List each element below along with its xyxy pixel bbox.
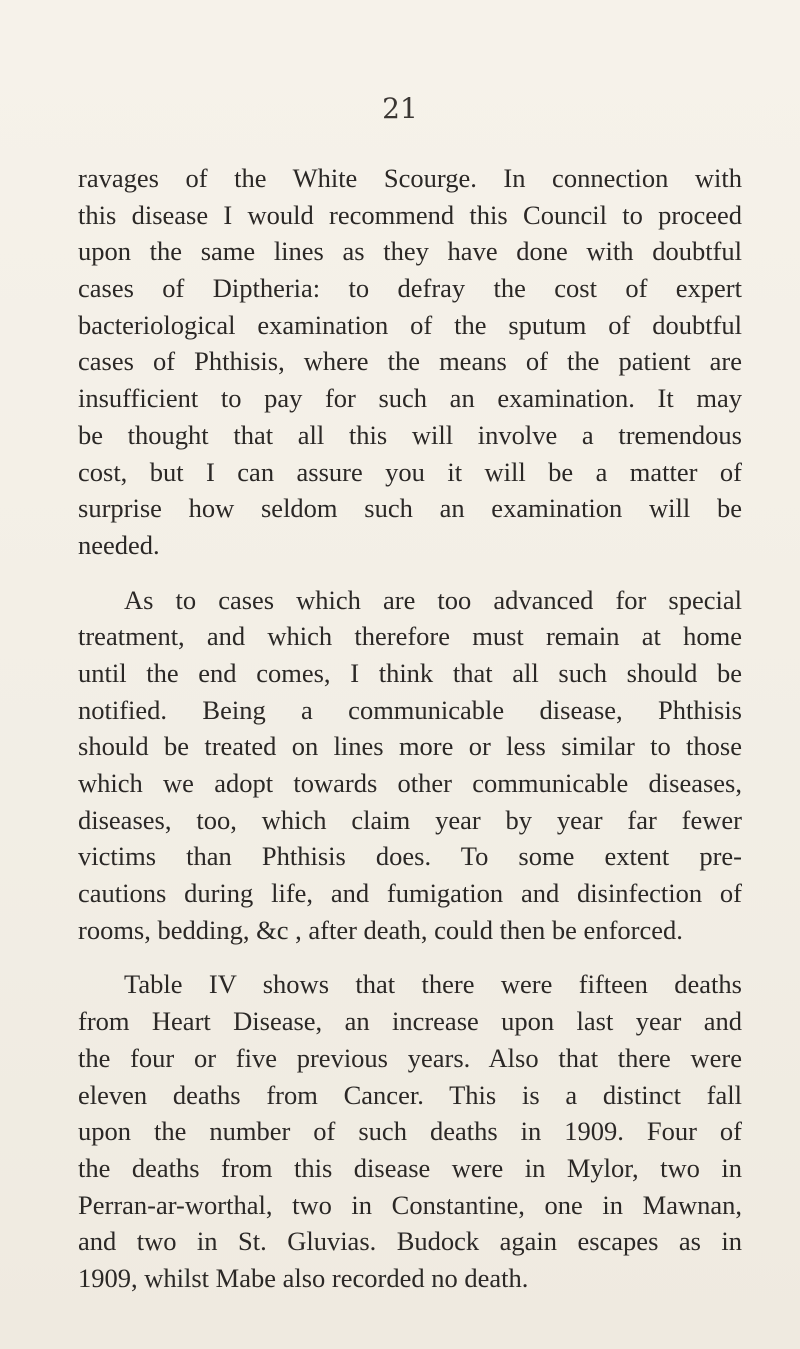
text-line: victims than Phthisis does. To some extent pre-: [78, 841, 742, 872]
paragraph-1: [78, 160, 742, 564]
text-line: surprise how seldom such an examination will be: [78, 493, 742, 524]
text-line: cases of Phthisis, where the means of the patient are: [78, 346, 742, 377]
text-line: and two in St. Gluvias. Budock again escapes as in: [78, 1226, 742, 1257]
paragraph-2: [78, 582, 742, 949]
text-line: notified. Being a communicable disease, Phthisis: [78, 694, 742, 725]
text-line: upon the number of such deaths in 1909. Four of: [78, 1116, 742, 1147]
text-line: 1909, whilst Mabe also recorded no death.: [78, 1262, 529, 1293]
text-line: rooms, bedding, &c , after death, could then be enforced.: [78, 914, 683, 945]
text-line: diseases, too, which claim year by year far fewer: [78, 804, 742, 835]
text-line: insufficient to pay for such an examination. It may: [78, 383, 742, 414]
body-text: [78, 160, 742, 1297]
page-number: 21: [382, 92, 418, 125]
text-line: be thought that all this will involve a tremendous: [78, 419, 742, 450]
text-line: should be treated on lines more or less similar to those: [78, 731, 742, 762]
text-line: treatment, and which therefore must remain at home: [78, 621, 742, 652]
text-line: ravages of the White Scourge. In connection with: [78, 163, 742, 193]
text-line: from Heart Disease, an increase upon last year and: [78, 1006, 742, 1037]
paragraph-3: [78, 966, 742, 1296]
text-line: until the end comes, I think that all such should be: [78, 657, 742, 688]
text-line: bacteriological examination of the sputum of doubtful: [78, 309, 742, 340]
text-line: As to cases which are too advanced for special: [124, 584, 742, 615]
text-line: which we adopt towards other communicable diseases,: [78, 768, 742, 798]
text-line: Table IV shows that there were fifteen deaths: [124, 969, 742, 1000]
text-line: upon the same lines as they have done with doubtful: [78, 236, 742, 267]
text-line: this disease I would recommend this Council to proceed: [78, 199, 742, 230]
text-line: eleven deaths from Cancer. This is a distinct fall: [78, 1079, 742, 1110]
text-line: the four or five previous years. Also that there were: [78, 1042, 742, 1073]
text-line: cautions during life, and fumigation and disinfection of: [78, 878, 742, 909]
text-line: cases of Diptheria: to defray the cost of expert: [78, 273, 742, 304]
text-line: cost, but I can assure you it will be a matter of: [78, 456, 742, 487]
text-line: the deaths from this disease were in Mylor, two in: [78, 1152, 742, 1183]
text-line: Perran-ar-worthal, two in Constantine, one in Mawnan,: [78, 1189, 742, 1220]
text-line: needed.: [78, 529, 160, 560]
